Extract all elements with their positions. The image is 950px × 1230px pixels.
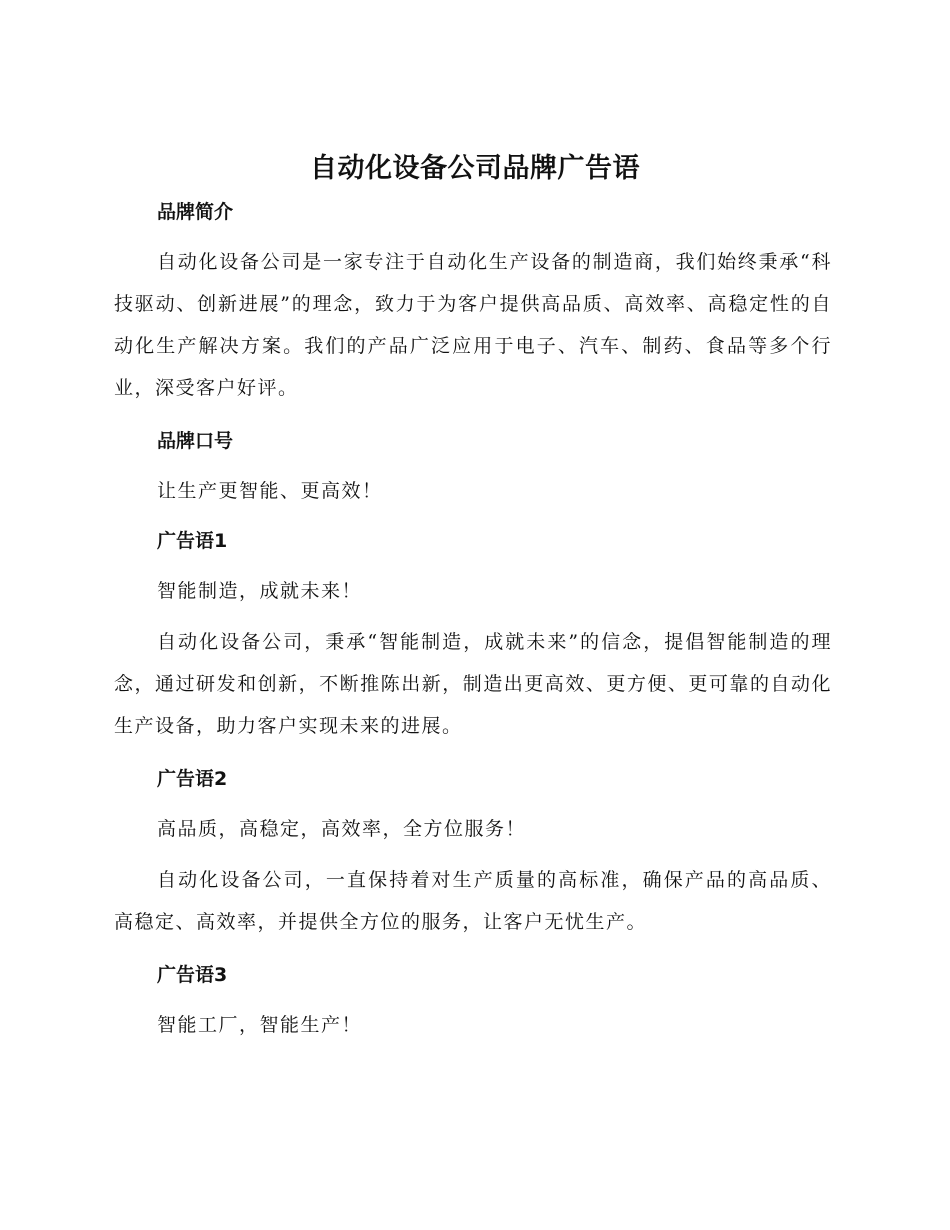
slogan-2-description: 自动化设备公司，一直保持着对生产质量的高标准，确保产品的高品质、高稳定、高效率，并提供全方位的服务，让客户无忧生产。 — [114, 869, 832, 933]
section-heading-brand-slogan: 品牌口号 — [157, 430, 234, 452]
brand-slogan-text: 让生产更智能、更高效！ — [157, 480, 383, 502]
document-body — [114, 192, 832, 1046]
slogan-3-text: 智能工厂，智能生产！ — [157, 1014, 363, 1036]
section-heading-slogan-1: 广告语1 — [157, 530, 228, 552]
slogan-1-description: 自动化设备公司，秉承“智能制造，成就未来”的信念，提倡智能制造的理念，通过研发和创新，不断推陈出新，制造出更高效、更方便、更可靠的自动化生产设备，助力客户实现未来的进展。 — [114, 631, 832, 737]
section-heading-slogan-3: 广告语3 — [157, 964, 228, 986]
section-heading-brand-intro: 品牌简介 — [157, 201, 234, 223]
slogan-2-text: 高品质，高稳定，高效率，全方位服务！ — [157, 818, 527, 840]
document-title: 自动化设备公司品牌广告语 — [310, 153, 640, 184]
brand-intro-paragraph: 自动化设备公司是一家专注于自动化生产设备的制造商，我们始终秉承“科技驱动、创新进展”的理念，致力于为客户提供高品质、高效率、高稳定性的自动化生产解决方案。我们的产品广泛应用于电子、汽车、制药、食品等多个行业，深受客户好评。 — [114, 251, 832, 399]
section-heading-slogan-2: 广告语2 — [157, 768, 228, 790]
slogan-1-text: 智能制造，成就未来！ — [157, 580, 363, 602]
